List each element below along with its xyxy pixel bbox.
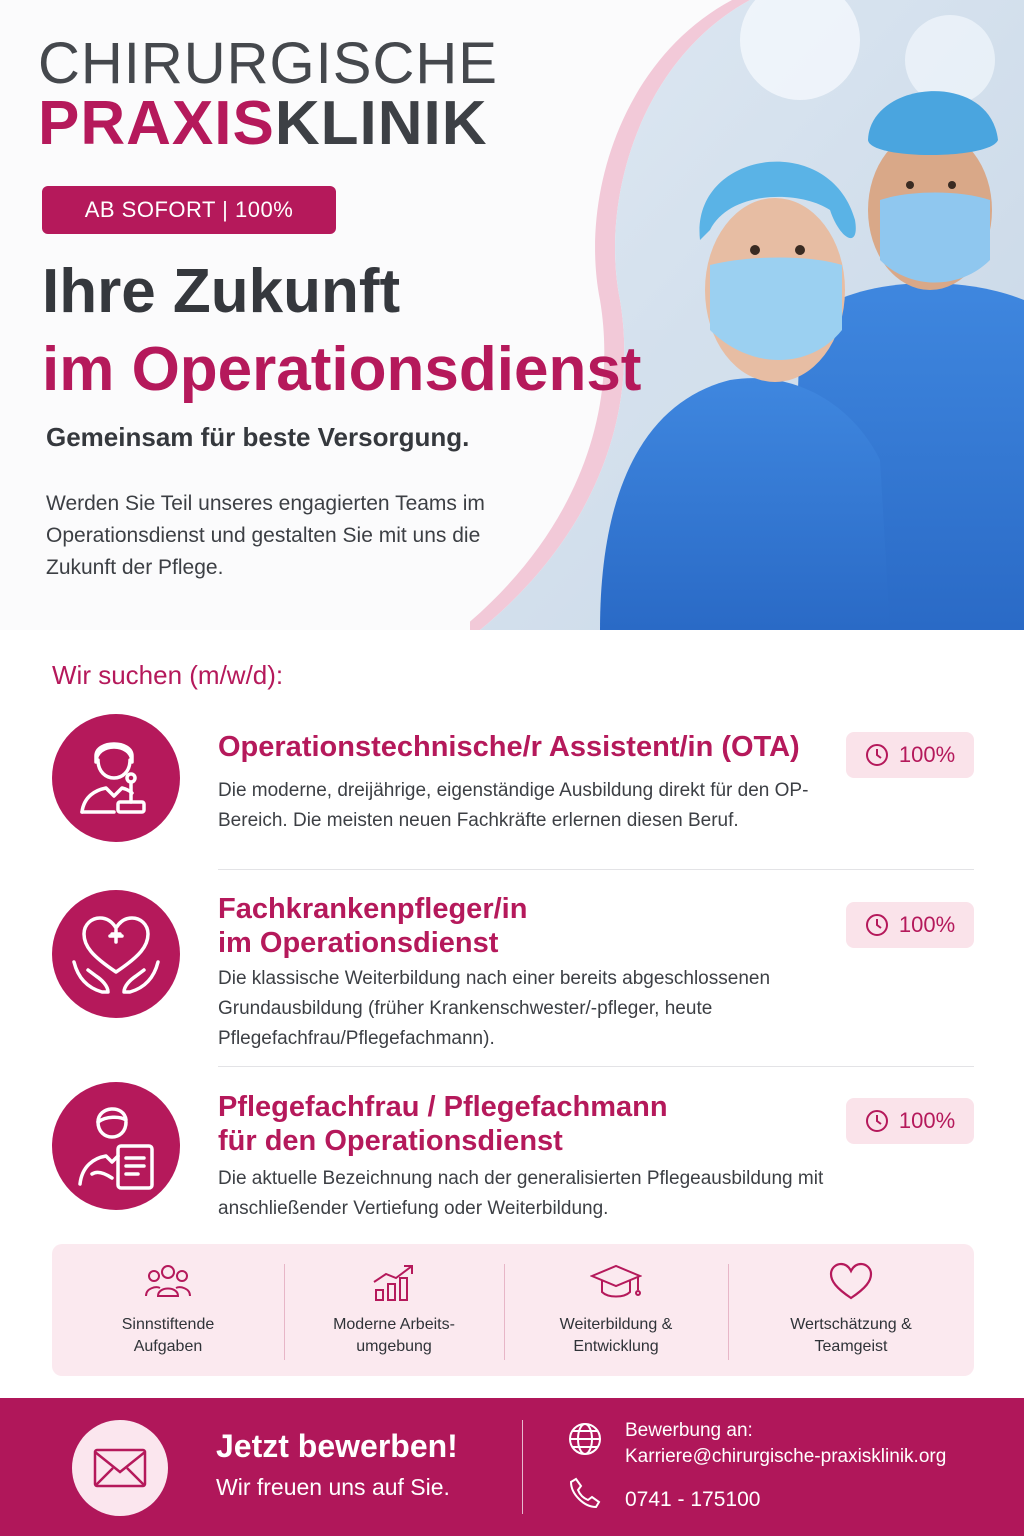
job-title: Pflegefachfrau / Pflegefachmann für den Operationsdienst bbox=[218, 1091, 668, 1157]
growth-chart-icon bbox=[370, 1262, 418, 1302]
apply-now-title: Jetzt bewerben! bbox=[216, 1428, 458, 1464]
jobs-section-title: Wir suchen (m/w/d): bbox=[52, 660, 284, 690]
clock-icon bbox=[865, 913, 889, 937]
intro-text: Werden Sie Teil unseres engagierten Teams im Operationsdienst und gestalten Sie mit uns die Zukunft der Pflege. bbox=[46, 492, 485, 579]
benefit-item bbox=[284, 1244, 504, 1376]
clock-icon bbox=[865, 1109, 889, 1133]
benefits-bar bbox=[52, 1244, 974, 1376]
headline-line-2: im Operationsdienst bbox=[42, 335, 642, 404]
benefit-label: Weiterbildung & Entwicklung bbox=[559, 1316, 673, 1355]
benefit-item bbox=[52, 1244, 284, 1376]
logo-line-2 bbox=[38, 88, 488, 159]
surgical-team-photo bbox=[470, 0, 1024, 630]
job-card[interactable] bbox=[52, 1082, 974, 1232]
workload-pill bbox=[846, 902, 974, 948]
heart-care-icon bbox=[52, 890, 180, 1018]
workload-value: 100% bbox=[898, 742, 956, 767]
benefit-label: Moderne Arbeits- umgebung bbox=[333, 1316, 455, 1355]
ota-assistant-icon bbox=[52, 714, 180, 842]
benefit-label: Sinnstiftende Aufgaben bbox=[121, 1316, 215, 1355]
job-title: Fachkrankenpfleger/in im Operationsdienst bbox=[218, 893, 528, 959]
workload-pill bbox=[846, 1098, 974, 1144]
workload-value: 100% bbox=[898, 1108, 956, 1133]
job-description: Die moderne, dreijährige, eigenständige Ausbildung direkt für den OP-Bereich. Die meisten neuen Fachkräfte erlernen diesen Beruf. bbox=[218, 780, 809, 831]
contact-label: Bewerbung an: bbox=[625, 1420, 753, 1441]
job-card[interactable] bbox=[52, 714, 974, 864]
apply-now-subtitle: Wir freuen uns auf Sie. bbox=[216, 1474, 450, 1500]
headline-line-1: Ihre Zukunft bbox=[42, 257, 401, 326]
availability-badge: AB SOFORT | 100% bbox=[42, 186, 336, 234]
footer-cta bbox=[0, 1398, 1024, 1536]
nurse-document-icon bbox=[52, 1082, 180, 1210]
job-title: Operationstechnische/r Assistent/in (OTA) bbox=[218, 731, 800, 763]
footer-divider bbox=[522, 1420, 523, 1514]
team-icon bbox=[142, 1262, 194, 1302]
logo-line-1: CHIRURGISCHE bbox=[38, 31, 498, 96]
workload-value: 100% bbox=[898, 912, 956, 937]
clock-icon bbox=[865, 743, 889, 767]
contact-phone-link[interactable]: 0741 - 175100 bbox=[625, 1488, 761, 1511]
subheadline: Gemeinsam für beste Versorgung. bbox=[46, 422, 470, 452]
contact-email-link[interactable]: Karriere@chirurgische-praxisklinik.org bbox=[625, 1446, 947, 1467]
job-divider bbox=[218, 1066, 974, 1067]
benefit-label: Wertschätzung & Teamgeist bbox=[790, 1316, 912, 1355]
phone-icon bbox=[568, 1476, 602, 1510]
heart-icon bbox=[828, 1262, 874, 1302]
benefit-item bbox=[504, 1244, 728, 1376]
logo-accent: PRAXIS bbox=[38, 89, 275, 158]
mail-button[interactable] bbox=[72, 1420, 168, 1516]
job-card[interactable] bbox=[52, 890, 974, 1060]
job-description: Die aktuelle Bezeichnung nach der generalisierten Pflegeausbildung mit anschließender Vertiefung oder Weiterbildung. bbox=[218, 1168, 824, 1219]
job-divider bbox=[218, 869, 974, 870]
graduation-cap-icon bbox=[590, 1262, 642, 1302]
globe-icon bbox=[568, 1422, 602, 1456]
job-description: Die klassische Weiterbildung nach einer bereits abgeschlossenen Grundausbildung (früher Krankenschwester/-pfleger, heute Pflegefachfrau/Pflegefachmann). bbox=[218, 968, 771, 1049]
logo-dark: KLINIK bbox=[274, 89, 488, 158]
envelope-icon bbox=[93, 1448, 147, 1488]
hero-section bbox=[0, 0, 1024, 630]
workload-pill bbox=[846, 732, 974, 778]
benefit-item bbox=[728, 1244, 974, 1376]
